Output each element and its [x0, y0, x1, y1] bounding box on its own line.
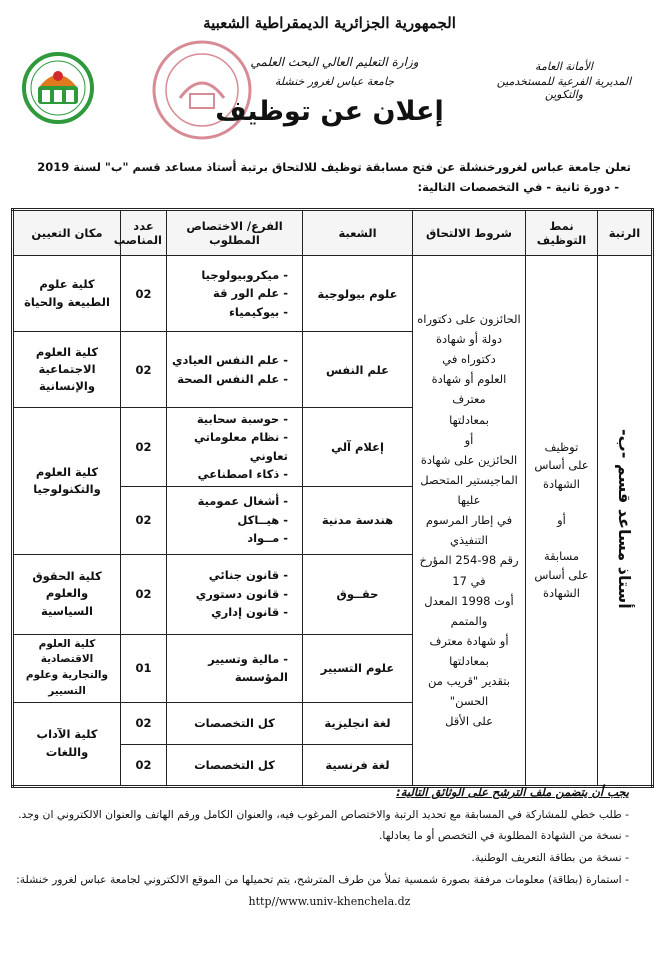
place-cell: كلية الآداب واللغات	[13, 702, 121, 786]
document-item: - نسخة من الشهادة المطلوبة في التخصص أو ما يعادلها.	[378, 829, 629, 842]
documents-title: يجب أن يتضمن ملف الترشح على الوثائق التالية:	[396, 785, 629, 799]
header-branch: الشعبة	[303, 210, 413, 256]
university-name: جامعة عباس لغرور خنشلة	[274, 75, 395, 88]
sub-directorate: المديرية الفرعية للمستخدمين والتكوين	[496, 75, 632, 101]
header-posts: عدد المناصب	[121, 210, 167, 256]
posts-cell: 01	[121, 634, 167, 702]
branch-cell: علم النفس	[303, 332, 413, 408]
ministry-name: وزارة التعليم العالي البحث العلمي	[250, 55, 419, 69]
table-header-row	[13, 210, 653, 256]
document-item: - استمارة (بطاقة) معلومات مرفقة بصورة شمسية تملأ من طرف المترشح، يتم تحميلها من الموقع الالكتروني لجامعة عباس لغرور خنشلة:	[16, 873, 629, 886]
specialty-cell: - علم النفس العيادي - علم النفس الصحة	[167, 332, 303, 408]
place-cell: كلية العلوم الاجتماعية والإنسانية	[13, 332, 121, 408]
table-row	[13, 256, 653, 332]
specialty-cell: - أشغال عمومية - هيــاكل - مــواد	[167, 486, 303, 554]
posts-cell: 02	[121, 256, 167, 332]
specialty-cell: - قانون جنائي - قانون دستوري - قانون إداري	[167, 554, 303, 634]
republic-title: الجمهورية الجزائرية الديمقراطية الشعبية	[203, 14, 456, 32]
specialty-cell: كل التخصصات	[167, 744, 303, 786]
posts-cell: 02	[121, 332, 167, 408]
posts-cell: 02	[121, 554, 167, 634]
posts-cell: 02	[121, 486, 167, 554]
header-place: مكان التعيين	[13, 210, 121, 256]
branch-cell: لغة فرنسية	[303, 744, 413, 786]
header-mode: نمط التوظيف	[526, 210, 598, 256]
header-grade: الرتبة	[598, 210, 653, 256]
place-cell: كلية العلوم والتكنولوجيا	[13, 408, 121, 555]
recruitment-mode-cell: توظيف على أساس الشهادة أو مسابقة على أساس الشهادة	[526, 256, 598, 787]
posts-cell: 02	[121, 744, 167, 786]
announcement-title: إعلان عن توظيف	[215, 96, 444, 127]
website-link[interactable]: http//www.univ-khenchela.dz	[248, 895, 411, 908]
branch-cell: علوم التسيير	[303, 634, 413, 702]
specialty-cell: - ميكروبيولوجيا - علم الور قة - بيوكيمياء	[167, 256, 303, 332]
conditions-cell: الحائزون على دكتوراه دولة أو شهادة دكتوراه في العلوم أو شهادة معترف بمعادلتها أو الحائزين على شهادة الماجيستير المتحصل عليها في إطار المرسوم التنفيذي رقم 98-254 المؤرخ في 17 أوت 1998 المعدل والمتمم أو شهادة معترف بمعادلتها بتقدير "قريب من الحسن" على الأقل	[413, 256, 526, 787]
specialty-cell: كل التخصصات	[167, 702, 303, 744]
posts-cell: 02	[121, 408, 167, 487]
document-item: - طلب خطي للمشاركة في المسابقة مع تحديد الرتبة والاختصاص المرغوب فيه، والعنوان الكامل ورقم الهاتف والعنوان الالكتروني ان وجد.	[18, 808, 629, 821]
intro-line-1: تعلن جامعة عباس لغرورخنشلة عن فتح مسابقة توظيف للالتحاق برتبة أستاذ مساعد قسم "ب" لسنة 2019	[37, 160, 631, 174]
specialty-cell: - مالية وتسيير المؤسسة	[167, 634, 303, 702]
document-item: - نسخة من بطاقة التعريف الوطنية.	[471, 851, 629, 864]
place-cell: كلية العلوم الاقتصادية والتجارية وعلوم التسيير	[13, 634, 121, 702]
header-conditions: شروط الالتحاق	[413, 210, 526, 256]
branch-cell: حقــوق	[303, 554, 413, 634]
posts-cell: 02	[121, 702, 167, 744]
place-cell: كلية علوم الطبيعة والحياة	[13, 256, 121, 332]
branch-cell: إعلام آلي	[303, 408, 413, 487]
specialty-cell: - حوسبة سحابية - نظام معلوماتي تعاوني - ذكاء اصطناعي	[167, 408, 303, 487]
place-cell: كلية الحقوق والعلوم السياسية	[13, 554, 121, 634]
positions-table	[11, 208, 654, 788]
general-secretariat: الأمانة العامة	[535, 60, 593, 73]
branch-cell: لغة انجليزية	[303, 702, 413, 744]
branch-cell: هندسة مدنية	[303, 486, 413, 554]
branch-cell: علوم بيولوجية	[303, 256, 413, 332]
intro-line-2: - دورة ثانية - في التخصصات التالية:	[417, 180, 619, 194]
grade-cell: أستاذ مساعد قسم -ب-	[598, 256, 653, 787]
header-specialty: الفرع/ الاختصاص المطلوب	[167, 210, 303, 256]
